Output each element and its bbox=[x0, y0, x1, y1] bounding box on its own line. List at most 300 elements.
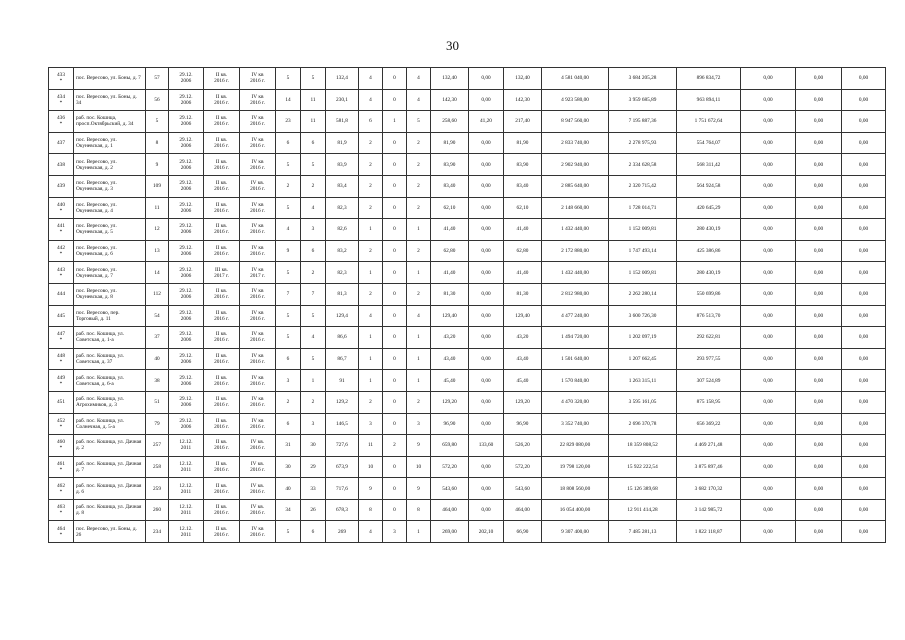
cell-line-1: IV кв bbox=[251, 525, 264, 532]
address-cell: пос. Вересово, ул. Окуневская, д. 7 bbox=[74, 262, 146, 284]
cell-line-2: 2016 г. bbox=[214, 99, 229, 106]
value-cell: 0,00 bbox=[741, 132, 796, 154]
row-mark: * bbox=[59, 531, 63, 538]
value-cell: 31 bbox=[276, 435, 301, 457]
value-cell: 2 bbox=[407, 197, 431, 219]
value-cell: 0,00 bbox=[741, 456, 796, 478]
row-number: 460 bbox=[57, 439, 65, 446]
row-mark: * bbox=[59, 229, 63, 236]
value-cell: 3 352 740,00 bbox=[542, 413, 609, 435]
value-cell: 1 501 640,00 bbox=[542, 348, 609, 370]
cell-line-1: II кв. bbox=[215, 115, 228, 122]
period-cell bbox=[204, 68, 240, 90]
value-cell: 83,40 bbox=[431, 175, 469, 197]
value-cell: 1 494 720,00 bbox=[542, 327, 609, 349]
value-cell: 18 808 560,00 bbox=[542, 478, 609, 500]
value-cell: 3 bbox=[276, 370, 301, 392]
value-cell: 568 311,42 bbox=[677, 154, 741, 176]
cell-line-2: 2016 г. bbox=[214, 294, 229, 301]
cell-line-1: II кв. bbox=[215, 158, 228, 165]
cell-line-1: 29.12. bbox=[179, 72, 193, 79]
cell-line-2: 2016 г. bbox=[250, 186, 265, 193]
value-cell: 129,20 bbox=[504, 391, 542, 413]
value-cell: 4 bbox=[276, 219, 301, 241]
value-cell: 0 bbox=[383, 68, 407, 90]
cell-line-1: 29.12. bbox=[179, 223, 193, 230]
value-cell: 1 bbox=[359, 327, 383, 349]
value-cell: 0,00 bbox=[796, 391, 842, 413]
value-cell: 0,00 bbox=[842, 68, 886, 90]
value-cell: 91 bbox=[326, 370, 359, 392]
value-cell: 0,00 bbox=[796, 219, 842, 241]
cell-line-1: IV кв. bbox=[250, 439, 265, 446]
value-cell: 0,00 bbox=[842, 262, 886, 284]
row-mark: * bbox=[59, 207, 63, 214]
cell-line-1: 29.12. bbox=[179, 158, 193, 165]
value-cell: 51 bbox=[146, 391, 169, 413]
value-cell: 11 bbox=[146, 197, 169, 219]
cell-line-2: 2011 bbox=[180, 488, 192, 495]
row-mark: * bbox=[59, 99, 63, 106]
table-row bbox=[49, 240, 886, 262]
value-cell: 83,90 bbox=[431, 154, 469, 176]
row-mark: * bbox=[59, 423, 63, 430]
value-cell: 22 829 080,00 bbox=[542, 435, 609, 457]
value-cell: 0,00 bbox=[469, 197, 504, 219]
value-cell: 2 320 715,42 bbox=[609, 175, 677, 197]
value-cell: 12 911 414,28 bbox=[609, 499, 677, 521]
cell-line-2: 2016 г. bbox=[214, 186, 229, 193]
value-cell: 1 bbox=[301, 370, 326, 392]
value-cell: 129,4 bbox=[326, 305, 359, 327]
value-cell: 0,00 bbox=[469, 327, 504, 349]
value-cell: 4 bbox=[359, 521, 383, 543]
value-cell: 0,00 bbox=[842, 175, 886, 197]
value-cell: 33 bbox=[301, 478, 326, 500]
period-cell bbox=[240, 499, 276, 521]
period-cell bbox=[240, 478, 276, 500]
cell-line-1: IV кв. bbox=[250, 504, 265, 511]
value-cell: 146,5 bbox=[326, 413, 359, 435]
value-cell: 83,2 bbox=[326, 240, 359, 262]
value-cell: 0,00 bbox=[796, 262, 842, 284]
table-row bbox=[49, 391, 886, 413]
table-row bbox=[49, 89, 886, 111]
period-cell bbox=[204, 175, 240, 197]
value-cell: 1 570 840,00 bbox=[542, 370, 609, 392]
value-cell: 2 bbox=[407, 240, 431, 262]
value-cell: 3 595 161,05 bbox=[609, 391, 677, 413]
value-cell: 0,00 bbox=[741, 478, 796, 500]
period-cell bbox=[204, 154, 240, 176]
value-cell: 82,6 bbox=[326, 219, 359, 241]
value-cell: 45,40 bbox=[431, 370, 469, 392]
value-cell: 5 bbox=[301, 154, 326, 176]
row-number-cell bbox=[49, 68, 74, 90]
cell-line-1: II кв. bbox=[215, 352, 228, 359]
cell-line-2: 2016 г. bbox=[250, 445, 265, 452]
address-cell: пос. Вересово, ул. Окуневская, д. 5 bbox=[74, 219, 146, 241]
row-number: 449 bbox=[57, 374, 65, 381]
cell-line-1: II кв. bbox=[215, 396, 228, 403]
value-cell: 4 bbox=[407, 68, 431, 90]
value-cell: 1 bbox=[407, 521, 431, 543]
cell-line-2: 2016 г. bbox=[250, 294, 265, 301]
cell-line-1: 12.12. bbox=[179, 460, 193, 467]
value-cell: 0,00 bbox=[796, 240, 842, 262]
value-cell: 3 682 170,32 bbox=[677, 478, 741, 500]
cell-line-2: 2016 г. bbox=[250, 359, 265, 366]
value-cell: 0,00 bbox=[741, 240, 796, 262]
value-cell: 4 bbox=[407, 305, 431, 327]
value-cell: 81,30 bbox=[504, 283, 542, 305]
cell-line-2: 2017 г. bbox=[214, 272, 229, 279]
cell-line-1: IV кв bbox=[251, 374, 264, 381]
address-cell: пос. Вересово, ул. Окуневская, д. 2 bbox=[74, 154, 146, 176]
address-cell: раб. пос. Кошица, ул. Советская, д. 1-а bbox=[74, 327, 146, 349]
cell-line-2: 2016 г. bbox=[214, 229, 229, 236]
value-cell: 307 524,89 bbox=[677, 370, 741, 392]
value-cell: 0,00 bbox=[469, 132, 504, 154]
row-mark: * bbox=[59, 78, 63, 85]
table-row bbox=[49, 111, 886, 133]
value-cell: 1 207 662,45 bbox=[609, 348, 677, 370]
cell-line-2: 2016 г. bbox=[214, 510, 229, 517]
date-cell bbox=[169, 348, 204, 370]
value-cell: 1 728 014,71 bbox=[609, 197, 677, 219]
cell-line-2: 2006 bbox=[180, 337, 192, 344]
value-cell: 2 bbox=[407, 391, 431, 413]
value-cell: 293 977,55 bbox=[677, 348, 741, 370]
value-cell: 112 bbox=[146, 283, 169, 305]
period-cell bbox=[204, 413, 240, 435]
cell-line-1: 29.12. bbox=[179, 93, 193, 100]
value-cell: 9 307 400,00 bbox=[542, 521, 609, 543]
cell-line-1: II кв. bbox=[215, 93, 228, 100]
cell-line-2: 2016 г. bbox=[250, 121, 265, 128]
value-cell: 3 875 897,46 bbox=[677, 456, 741, 478]
table-row bbox=[49, 132, 886, 154]
value-cell: 86,6 bbox=[326, 327, 359, 349]
value-cell: 572,20 bbox=[504, 456, 542, 478]
period-cell bbox=[204, 111, 240, 133]
value-cell: 0,00 bbox=[796, 305, 842, 327]
value-cell: 30 bbox=[276, 456, 301, 478]
value-cell: 876 513,70 bbox=[677, 305, 741, 327]
value-cell: 963 894,11 bbox=[677, 89, 741, 111]
value-cell: 2 bbox=[359, 175, 383, 197]
value-cell: 673,9 bbox=[326, 456, 359, 478]
date-cell bbox=[169, 175, 204, 197]
address-cell: пос. Вересово, ул. Окуневская, д. 3 bbox=[74, 175, 146, 197]
period-cell bbox=[204, 499, 240, 521]
value-cell: 3 bbox=[407, 413, 431, 435]
cell-line-1: II кв. bbox=[215, 374, 228, 381]
cell-line-2: 2016 г. bbox=[250, 466, 265, 473]
cell-line-2: 2016 г. bbox=[250, 164, 265, 171]
value-cell: 0,00 bbox=[842, 348, 886, 370]
period-cell bbox=[204, 89, 240, 111]
row-number-cell bbox=[49, 499, 74, 521]
row-number: 434 bbox=[57, 93, 65, 100]
cell-line-1: IV кв bbox=[251, 352, 264, 359]
value-cell: 4 bbox=[359, 89, 383, 111]
value-cell: 1 bbox=[359, 348, 383, 370]
value-cell: 543,60 bbox=[504, 478, 542, 500]
value-cell: 9 bbox=[276, 240, 301, 262]
value-cell: 581,8 bbox=[326, 111, 359, 133]
value-cell: 0,00 bbox=[796, 68, 842, 90]
value-cell: 0 bbox=[383, 413, 407, 435]
date-cell bbox=[169, 154, 204, 176]
value-cell: 8 947 560,00 bbox=[542, 111, 609, 133]
table-row bbox=[49, 175, 886, 197]
value-cell: 0,00 bbox=[741, 305, 796, 327]
value-cell: 45,40 bbox=[504, 370, 542, 392]
cell-line-1: II кв. bbox=[215, 180, 228, 187]
row-number-cell bbox=[49, 219, 74, 241]
value-cell: 0,00 bbox=[842, 132, 886, 154]
period-cell bbox=[240, 68, 276, 90]
cell-line-1: 29.12. bbox=[179, 417, 193, 424]
row-number: 448 bbox=[57, 352, 65, 359]
cell-line-1: II кв. bbox=[215, 417, 228, 424]
cell-line-1: 29.12. bbox=[179, 180, 193, 187]
cell-line-2: 2016 г. bbox=[250, 229, 265, 236]
value-cell: 0,00 bbox=[842, 219, 886, 241]
value-cell: 9 bbox=[407, 435, 431, 457]
value-cell: 96,90 bbox=[431, 413, 469, 435]
value-cell: 0,00 bbox=[469, 219, 504, 241]
value-cell: 5 bbox=[276, 327, 301, 349]
cell-line-2: 2016 г. bbox=[250, 510, 265, 517]
table-row bbox=[49, 68, 886, 90]
value-cell: 132,40 bbox=[431, 68, 469, 90]
date-cell bbox=[169, 262, 204, 284]
cell-line-2: 2006 bbox=[180, 143, 192, 150]
value-cell: 2 bbox=[407, 132, 431, 154]
value-cell: 0,00 bbox=[469, 456, 504, 478]
value-cell: 15 126 389,68 bbox=[609, 478, 677, 500]
cell-line-1: 29.12. bbox=[179, 288, 193, 295]
value-cell: 0,00 bbox=[741, 391, 796, 413]
cell-line-2: 2016 г. bbox=[214, 380, 229, 387]
value-cell: 37 bbox=[146, 327, 169, 349]
period-cell bbox=[240, 521, 276, 543]
date-cell bbox=[169, 240, 204, 262]
value-cell: 0,00 bbox=[741, 262, 796, 284]
row-number: 445 bbox=[57, 312, 65, 319]
cell-line-1: IV кв bbox=[251, 331, 264, 338]
row-number-cell bbox=[49, 456, 74, 478]
value-cell: 66,90 bbox=[504, 521, 542, 543]
value-cell: 2 833 740,00 bbox=[542, 132, 609, 154]
value-cell: 83,40 bbox=[504, 175, 542, 197]
value-cell: 40 bbox=[146, 348, 169, 370]
value-cell: 554 764,07 bbox=[677, 132, 741, 154]
row-mark: * bbox=[59, 121, 63, 128]
row-mark: * bbox=[59, 488, 63, 495]
period-cell bbox=[240, 283, 276, 305]
row-number: 447 bbox=[57, 331, 65, 338]
value-cell: 0,00 bbox=[842, 521, 886, 543]
value-cell: 4 581 040,00 bbox=[542, 68, 609, 90]
value-cell: 7 485 281,13 bbox=[609, 521, 677, 543]
cell-line-1: IV кв bbox=[251, 72, 264, 79]
value-cell: 2 bbox=[407, 154, 431, 176]
value-cell: 0,00 bbox=[741, 111, 796, 133]
cell-line-2: 2016 г. bbox=[250, 531, 265, 538]
value-cell: 2 812 980,00 bbox=[542, 283, 609, 305]
row-number: 464 bbox=[57, 525, 65, 532]
value-cell: 9 bbox=[146, 154, 169, 176]
value-cell: 464,00 bbox=[504, 499, 542, 521]
row-number: 439 bbox=[57, 183, 65, 190]
address-cell: раб. пос. Кошица, ул. Солнечная, д. 5-а bbox=[74, 413, 146, 435]
value-cell: 9 bbox=[359, 478, 383, 500]
address-cell: пос. Вересово, пер. Торговый, д. 11 bbox=[74, 305, 146, 327]
value-cell: 129,2 bbox=[326, 391, 359, 413]
cell-line-2: 2006 bbox=[180, 359, 192, 366]
value-cell: 0,00 bbox=[796, 154, 842, 176]
value-cell: 5 bbox=[276, 521, 301, 543]
row-number-cell bbox=[49, 391, 74, 413]
value-cell: 83,9 bbox=[326, 154, 359, 176]
value-cell: 0,00 bbox=[842, 391, 886, 413]
value-cell: 82,3 bbox=[326, 197, 359, 219]
period-cell bbox=[240, 370, 276, 392]
value-cell: 6 bbox=[276, 348, 301, 370]
table-row bbox=[49, 219, 886, 241]
row-number: 452 bbox=[57, 417, 65, 424]
value-cell: 4 469 271,48 bbox=[677, 435, 741, 457]
cell-line-1: IV кв bbox=[251, 115, 264, 122]
value-cell: 0 bbox=[383, 348, 407, 370]
period-cell bbox=[204, 262, 240, 284]
value-cell: 81,3 bbox=[326, 283, 359, 305]
cell-line-1: IV кв bbox=[251, 244, 264, 251]
cell-line-2: 2016 г. bbox=[250, 143, 265, 150]
row-number-cell bbox=[49, 175, 74, 197]
value-cell: 0 bbox=[383, 456, 407, 478]
value-cell: 1 bbox=[407, 327, 431, 349]
value-cell: 0,00 bbox=[796, 89, 842, 111]
date-cell bbox=[169, 327, 204, 349]
value-cell: 2 902 940,00 bbox=[542, 154, 609, 176]
value-cell: 0,00 bbox=[842, 89, 886, 111]
period-cell bbox=[240, 219, 276, 241]
cell-line-2: 2016 г. bbox=[214, 251, 229, 258]
value-cell: 0,00 bbox=[741, 154, 796, 176]
value-cell: 4 bbox=[359, 305, 383, 327]
cell-line-2: 2016 г. bbox=[250, 337, 265, 344]
date-cell bbox=[169, 89, 204, 111]
value-cell: 3 bbox=[383, 521, 407, 543]
value-cell: 41,20 bbox=[469, 111, 504, 133]
period-cell bbox=[204, 435, 240, 457]
address-cell: раб. пос. Кошица, ул. Агрохимиков, д. 3 bbox=[74, 391, 146, 413]
row-mark: * bbox=[59, 359, 63, 366]
value-cell: 572,20 bbox=[431, 456, 469, 478]
value-cell: 129,40 bbox=[431, 305, 469, 327]
period-cell bbox=[204, 219, 240, 241]
date-cell bbox=[169, 478, 204, 500]
row-number: 438 bbox=[57, 161, 65, 168]
cell-line-1: II кв. bbox=[215, 288, 228, 295]
value-cell: 0,00 bbox=[741, 521, 796, 543]
value-cell: 230,1 bbox=[326, 89, 359, 111]
value-cell: 8 bbox=[146, 132, 169, 154]
value-cell: 129,40 bbox=[504, 305, 542, 327]
address-cell: пос. Вересово, ул. Окуневская, д. 6 bbox=[74, 240, 146, 262]
value-cell: 896 834,72 bbox=[677, 68, 741, 90]
row-number-cell bbox=[49, 370, 74, 392]
value-cell: 217,40 bbox=[504, 111, 542, 133]
value-cell: 0,00 bbox=[741, 68, 796, 90]
value-cell: 234 bbox=[146, 521, 169, 543]
cell-line-2: 2006 bbox=[180, 229, 192, 236]
row-number-cell bbox=[49, 240, 74, 262]
value-cell: 292 622,81 bbox=[677, 327, 741, 349]
value-cell: 0,00 bbox=[842, 456, 886, 478]
table-row bbox=[49, 348, 886, 370]
period-cell bbox=[204, 478, 240, 500]
value-cell: 5 bbox=[276, 262, 301, 284]
value-cell: 30 bbox=[301, 435, 326, 457]
cell-line-1: IV кв bbox=[251, 137, 264, 143]
table-row bbox=[49, 283, 886, 305]
value-cell: 0,00 bbox=[741, 175, 796, 197]
row-number: 441 bbox=[57, 223, 65, 230]
address-cell: раб. пос. Кошица, просп.Октябрьский, д. 34 bbox=[74, 111, 146, 133]
value-cell: 0,00 bbox=[469, 348, 504, 370]
value-cell: 269 bbox=[326, 521, 359, 543]
value-cell: 7 bbox=[301, 283, 326, 305]
cell-line-2: 2006 bbox=[180, 423, 192, 430]
value-cell: 6 bbox=[301, 132, 326, 154]
value-cell: 41,40 bbox=[504, 219, 542, 241]
row-mark: * bbox=[59, 272, 63, 279]
table-row bbox=[49, 456, 886, 478]
value-cell: 0,00 bbox=[842, 197, 886, 219]
date-cell bbox=[169, 132, 204, 154]
cell-line-1: 12.12. bbox=[179, 525, 193, 532]
value-cell: 258 bbox=[146, 456, 169, 478]
row-number-cell bbox=[49, 283, 74, 305]
value-cell: 526,20 bbox=[504, 435, 542, 457]
value-cell: 0,00 bbox=[796, 111, 842, 133]
row-number-cell bbox=[49, 305, 74, 327]
value-cell: 0,00 bbox=[469, 391, 504, 413]
cell-line-2: 2006 bbox=[180, 121, 192, 128]
value-cell: 0 bbox=[383, 89, 407, 111]
date-cell bbox=[169, 499, 204, 521]
value-cell: 38 bbox=[146, 370, 169, 392]
date-cell bbox=[169, 435, 204, 457]
cell-line-2: 2011 bbox=[180, 466, 192, 473]
value-cell: 5 bbox=[301, 305, 326, 327]
table-row bbox=[49, 262, 886, 284]
value-cell: 0,00 bbox=[842, 111, 886, 133]
value-cell: 0,00 bbox=[741, 219, 796, 241]
value-cell: 269,00 bbox=[431, 521, 469, 543]
row-number-cell bbox=[49, 132, 74, 154]
row-number: 436 bbox=[57, 115, 65, 122]
value-cell: 3 684 205,28 bbox=[609, 68, 677, 90]
value-cell: 0,00 bbox=[469, 413, 504, 435]
value-cell: 0,00 bbox=[796, 499, 842, 521]
period-cell bbox=[204, 370, 240, 392]
